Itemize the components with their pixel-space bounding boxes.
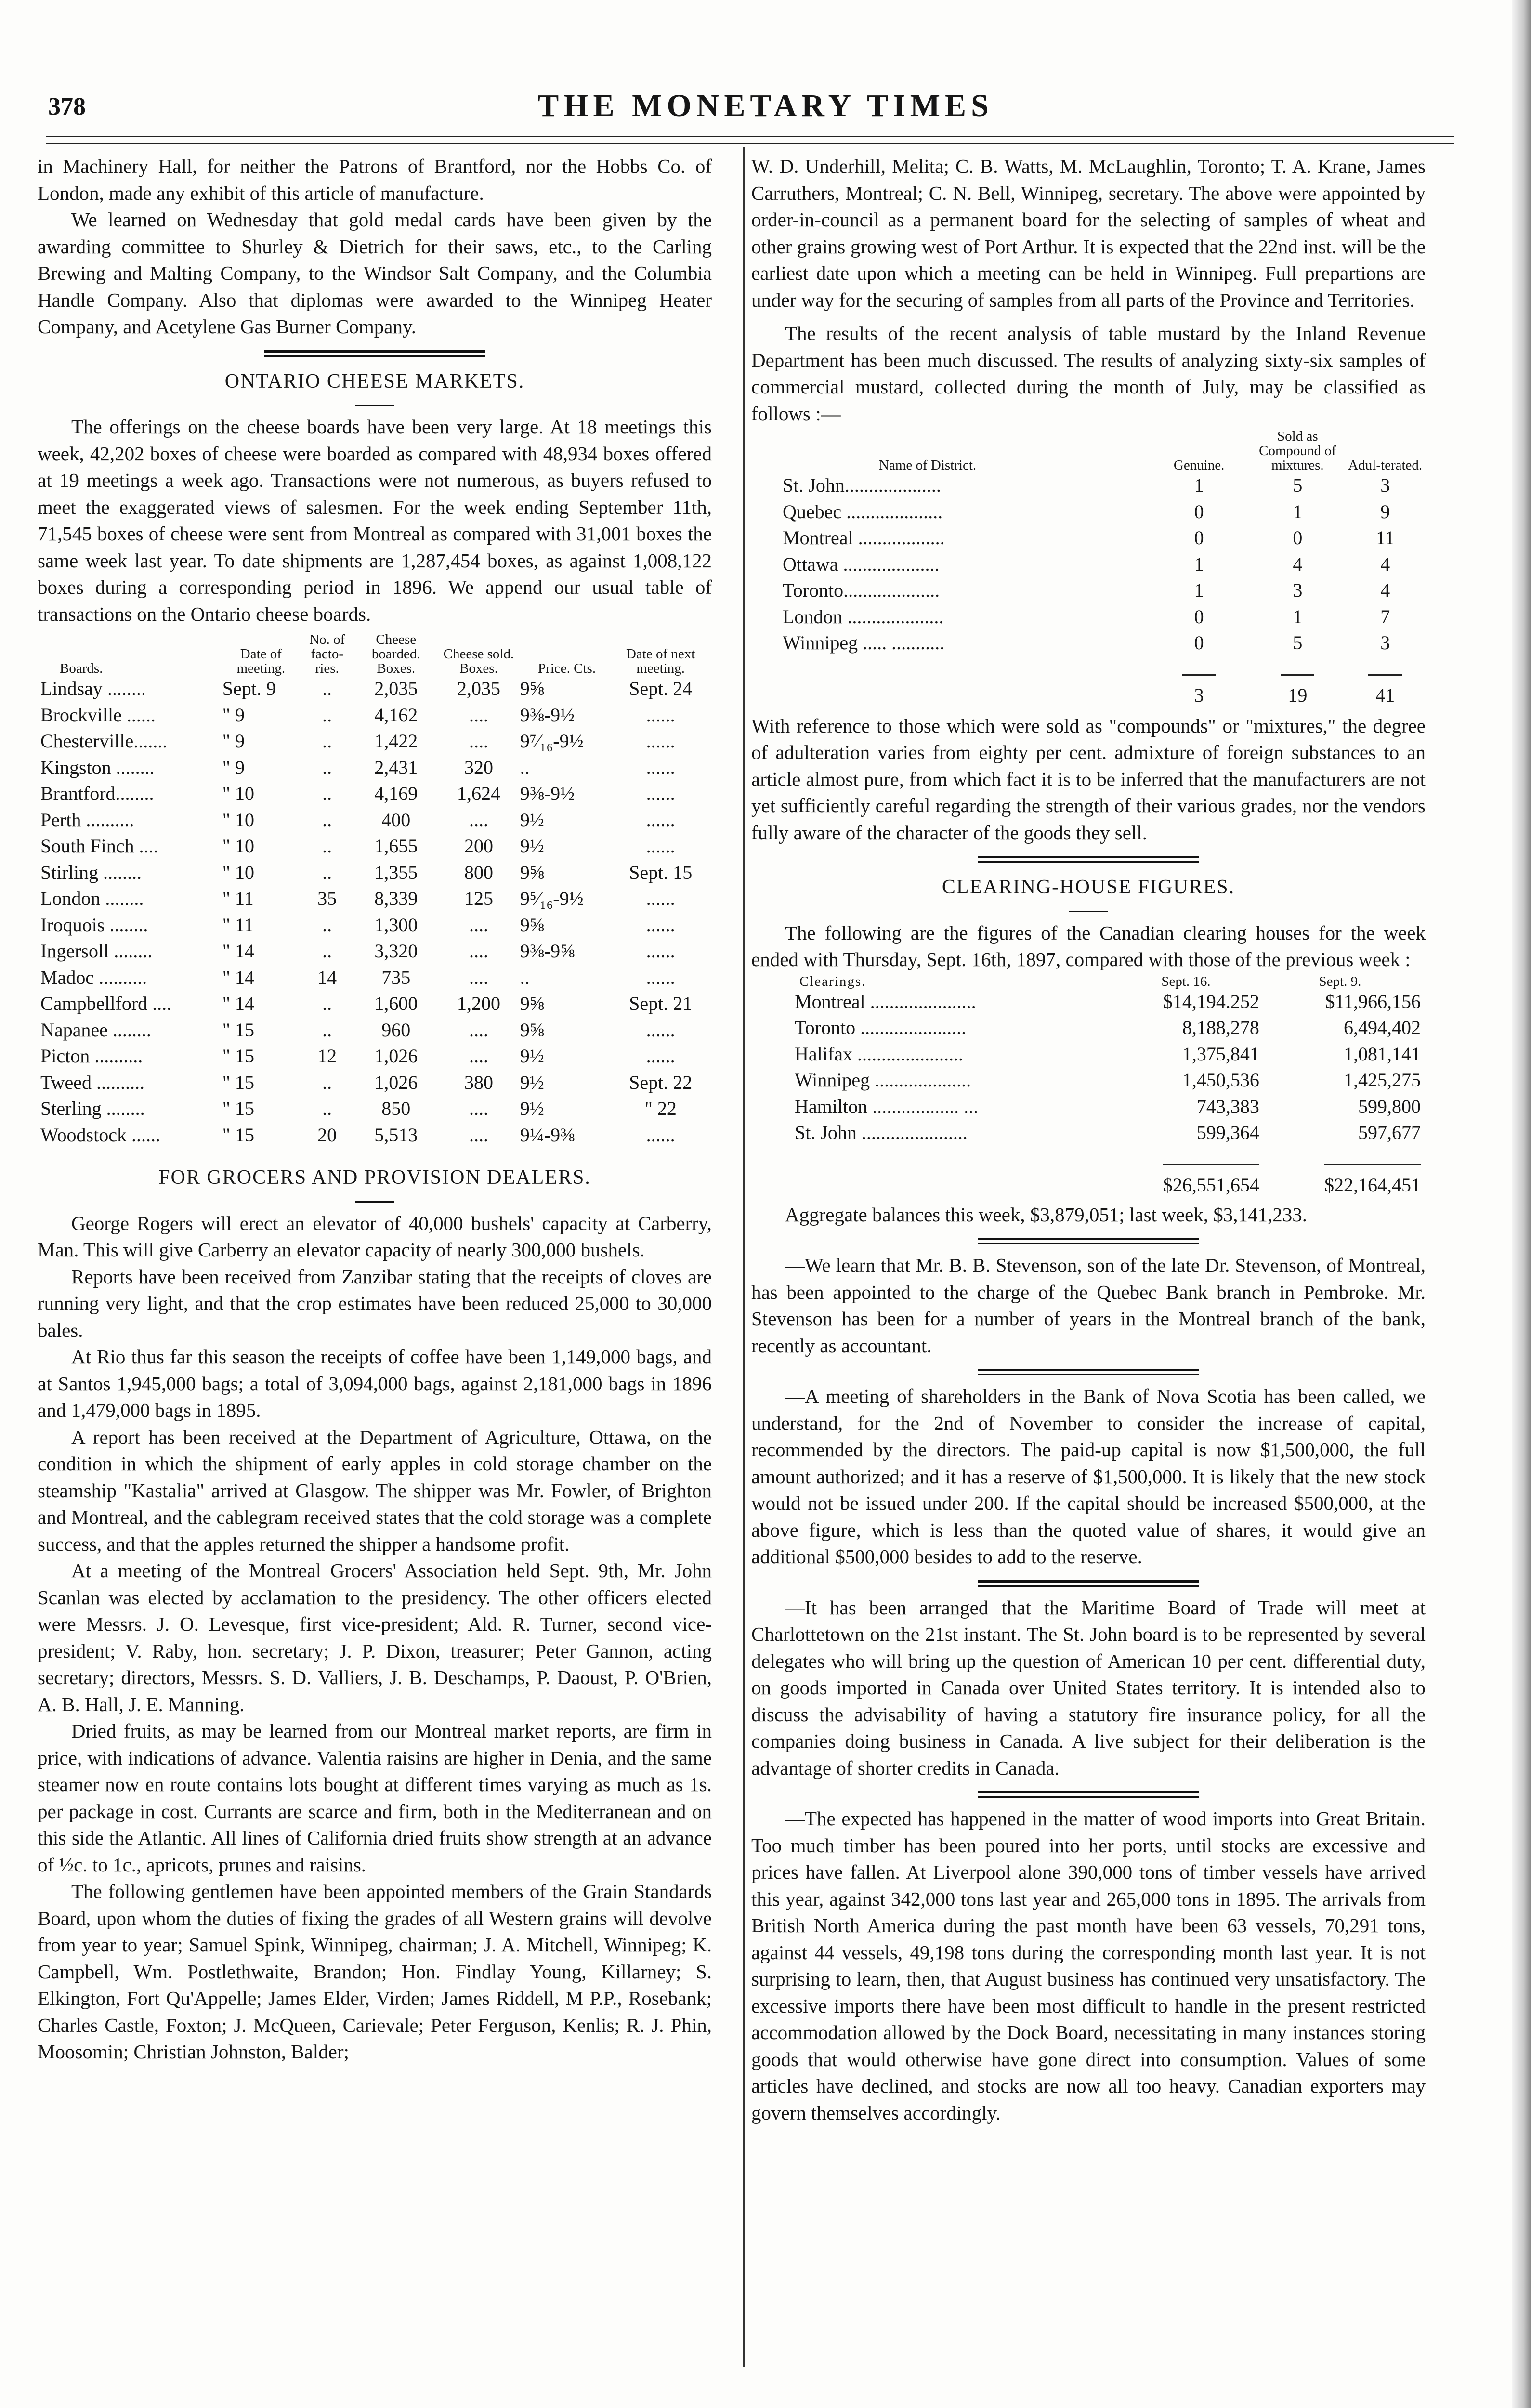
header-rule-top — [46, 136, 1454, 137]
mustard-paragraph: The results of the recent analysis of table mustard by the Inland Revenue Department has been much discussed. The results of analyzing sixty-six samples of commercial mustard, collected during the month of July, may be classified as follows :— — [751, 322, 1426, 425]
table-cell: 9½ — [520, 1098, 544, 1119]
table-cell: Brantford........ — [40, 783, 154, 804]
col-header: Sept. 16. — [1161, 973, 1211, 989]
table-cell: $14,194.252 — [1163, 990, 1259, 1012]
table-cell: 4 — [1380, 579, 1390, 601]
table-cell: Sept. 9 — [222, 678, 276, 699]
table-cell: Brockville ...... — [40, 704, 156, 726]
table-cell: 12 — [317, 1045, 337, 1067]
heading-underbar — [1069, 911, 1108, 912]
table-cell: 1,425,275 — [1344, 1069, 1421, 1091]
table-cell: 35 — [317, 888, 337, 909]
cheese-paragraph: The offerings on the cheese boards have been very large. At 18 meetings this week, 42,202 boxes of cheese were boarded as compared with 48,934 boxes offered at 19 meetings a week ago. Transactions were not numerous, as buyers refused to meet the exaggerated views of salesmen. For the week ending September 11th, 71,545 boxes of cheese were sent from Montreal as compared with 31,001 boxes the same week last year. To date shipments are 1,287,454 boxes, as against 1,008,122 boxes during a corresponding period in 1896. We append our usual table of transactions on the Ontario cheese boards. — [38, 416, 712, 625]
nova-scotia-paragraph: —A meeting of shareholders in the Bank of Nova Scotia has been called, we understand, for the 2nd of November to consider the increase of capital, recommended by the directors. The paid-up capital is now $1,500,000, the full amount authorized; and it has a reserve of $1,500,000. It is likely that the new stock would not be issued under 200. If the capital should be increased $500,000, at the above figure, which is less than the quoted value of shares, it would give an additional $500,000 besides to add to the reserve. — [751, 1385, 1426, 1568]
table-cell: 1 — [1194, 579, 1204, 601]
table-cell: .. — [322, 940, 332, 962]
table-cell: ...... — [646, 809, 675, 831]
table-row — [795, 989, 1421, 1015]
cheese-heading: ONTARIO CHEESE MARKETS. — [224, 370, 525, 393]
table-cell: " 10 — [222, 809, 255, 831]
total-row — [783, 682, 1423, 709]
table-cell: .. — [322, 993, 332, 1014]
col-header: Price. Cts. — [538, 661, 596, 676]
mustard-table — [783, 429, 1423, 709]
table-cell: Montreal ...................... — [795, 990, 976, 1012]
table-cell: Sept. 21 — [629, 993, 693, 1014]
col-header: Date of meeting. — [236, 646, 286, 676]
table-header-row — [795, 974, 1421, 989]
table-cell: 1,375,841 — [1182, 1043, 1259, 1065]
col-header: Sept. 9. — [1319, 973, 1361, 989]
clearing-heading: CLEARING-HOUSE FIGURES. — [942, 876, 1235, 898]
table-cell: .. — [322, 704, 332, 726]
table-cell: .. — [322, 1019, 332, 1041]
grocers-paragraph-7: The following gentlemen have been appointed members of the Grain Standards Board, upon whom the duties of fixing the grades of all Western grains will devolve from year to year; Samuel Spink, Winnipeg, chairman; J. A. Mitchell, Winnipeg; K. Campbell, Wm. Postlethwaite, Brandon; Hon. Findlay Young, Killarney; S. Elkington, Fort Qu'Appelle; James Elder, Virden; James Riddell, M P.P., Rosebank; Charles Castle, Foxton; J. McQueen, Carievale; Peter Ferguson, Kenlis; R. J. Phin, Moosomin; Christian Johnston, Balder; — [38, 1880, 712, 2063]
table-row — [40, 965, 707, 991]
table-cell: Kingston ........ — [40, 756, 155, 778]
aggregate-balances: Aggregate balances this week, $3,879,051; last week, $3,141,233. — [785, 1203, 1307, 1226]
grocers-paragraph-3: At Rio thus far this season the receipts of coffee have been 1,149,000 bags, and at Santos 1,945,000 bags; a total of 3,094,000 bags, against 2,181,000 bags in 1896 and 1,479,000 bags in 1895. — [38, 1346, 712, 1421]
table-cell: .... — [469, 809, 488, 831]
table-cell: 960 — [381, 1019, 411, 1041]
table-cell: 9⅝ — [520, 914, 544, 936]
table-cell: 1,026 — [374, 1071, 418, 1093]
table-header-row — [783, 429, 1423, 472]
section-divider — [978, 1791, 1199, 1798]
table-cell: 3,320 — [374, 940, 418, 962]
table-cell: 3 — [1380, 474, 1390, 496]
table-cell: .... — [469, 1124, 488, 1146]
table-cell: 0 — [1194, 527, 1204, 549]
table-row — [40, 755, 707, 781]
table-cell: 1,355 — [374, 861, 418, 883]
table-cell: Hamilton .................. ... — [795, 1095, 979, 1117]
table-cell: 1 — [1293, 605, 1303, 628]
table-cell: Sept. 22 — [629, 1071, 693, 1093]
table-cell: ...... — [646, 888, 675, 909]
stevenson-paragraph: —We learn that Mr. B. B. Stevenson, son of the late Dr. Stevenson, of Montreal, has been appointed to the charge of the Quebec Bank branch in Pembroke. Mr. Stevenson has been for a number of years in the Montreal branch of the bank, recently as accountant. — [751, 1254, 1426, 1357]
table-row — [40, 833, 707, 860]
sum-rule — [1163, 1164, 1259, 1165]
table-cell: .. — [322, 861, 332, 883]
total-row — [795, 1172, 1421, 1199]
sum-rule — [1281, 674, 1314, 676]
total-rule-row — [795, 1146, 1421, 1173]
maritime-paragraph: —It has been arranged that the Maritime Board of Trade will meet at Charlottetown on the 21st instant. The St. John board is to be represented by several delegates who will bring up the question of American 10 per cent. differential duty, on goods imported in Canada over United States territory. It is intended also to discuss the advisability of having a statutory fire insurance policy, for all the companies doing business in Canada. A live subject for their deliberation is the advantage of shorter credits in Canada. — [751, 1596, 1426, 1779]
table-cell: " 14 — [222, 940, 255, 962]
col-header: Genuine. — [1173, 458, 1225, 473]
table-cell: 200 — [464, 835, 493, 857]
total-cell: 19 — [1288, 684, 1308, 706]
total-cell: $22,164,451 — [1324, 1174, 1421, 1196]
table-cell: " 11 — [222, 888, 254, 909]
col-header: Boards. — [60, 661, 103, 676]
grocers-paragraph-1: George Rogers will erect an elevator of 40,000 bushels' capacity at Carberry, Man. This will give Carberry an elevator capacity of nearly 300,000 bushels. — [38, 1212, 712, 1261]
table-cell: 4 — [1293, 553, 1303, 575]
table-cell: 9¼-9⅜ — [520, 1124, 575, 1146]
table-row — [783, 499, 1423, 525]
table-cell: ...... — [646, 1124, 675, 1146]
table-row — [40, 676, 707, 702]
table-cell: ...... — [646, 914, 675, 936]
sum-rule — [1368, 674, 1402, 676]
total-cell: 41 — [1375, 684, 1395, 706]
table-cell: 380 — [464, 1071, 493, 1093]
table-cell: 597,677 — [1358, 1122, 1421, 1143]
table-row — [783, 525, 1423, 551]
table-cell: 1,600 — [374, 993, 418, 1014]
table-cell: .. — [322, 809, 332, 831]
table-cell: 20 — [317, 1124, 337, 1146]
grocers-paragraph-5: At a meeting of the Montreal Grocers' Association held Sept. 9th, Mr. John Scanlan was elected by acclamation to the presidency. The other officers elected were Messrs. J. O. Levesque, first vice-president; Ald. R. Turner, second vice-president; V. Raby, hon. secretary; J. P. Dixon, treasurer; Peter Gannon, acting secretary; directors, Messrs. S. D. Valliers, J. B. Deschamps, P. Daoust, P. O'Brien, A. B. Hall, J. E. Manning. — [38, 1559, 712, 1715]
table-cell: 8,188,278 — [1182, 1017, 1259, 1038]
heading-underbar — [355, 405, 394, 406]
table-cell: 125 — [464, 888, 493, 909]
table-row — [783, 630, 1423, 656]
table-row — [783, 551, 1423, 578]
table-cell: 599,364 — [1196, 1122, 1259, 1143]
table-cell: ...... — [646, 704, 675, 726]
table-row — [40, 807, 707, 834]
table-cell: 850 — [381, 1098, 411, 1119]
table-cell: 1,200 — [457, 993, 500, 1014]
table-cell: .... — [469, 1098, 488, 1119]
table-cell: .... — [469, 914, 488, 936]
table-cell: .... — [469, 966, 488, 988]
table-cell: 2,431 — [374, 756, 418, 778]
table-cell: .... — [469, 1019, 488, 1041]
clearing-paragraph: The following are the figures of the Canadian clearing houses for the week ended with Thursday, Sept. 16th, 1897, compared with those of the previous week : — [751, 921, 1426, 970]
table-cell: .. — [322, 756, 332, 778]
table-cell: 8,339 — [374, 888, 418, 909]
table-cell: Perth .......... — [40, 809, 134, 831]
table-cell: .. — [322, 835, 332, 857]
clearing-table — [795, 974, 1421, 1199]
left-column — [38, 153, 712, 2066]
table-row — [40, 1017, 707, 1044]
table-cell: " 9 — [222, 730, 245, 752]
section-divider — [978, 1580, 1199, 1587]
table-cell: 1,081,141 — [1344, 1043, 1421, 1065]
table-cell: 1,624 — [457, 783, 500, 804]
timber-paragraph: —The expected has happened in the matter of wood imports into Great Britain. Too much timber has been poured into her ports, until stocks are excessive and prices have fallen. At Liverpool alone 390,000 tons of timber vessels have arrived this year, against 342,000 tons last year and 265,000 tons in 1895. The arrivals from British North America during the past month have been 63 vessels, 70,291 tons, against 44 vessels, 49,198 tons during the corresponding month last year. It is not surprising to learn, then, that August business has continued very unsatisfactory. The excessive imports there have been most difficult to handle in the present restricted accommodation allowed by the Dock Board, necessitating in many instances storing goods that would otherwise have gone direct into consumption. Values of some articles have declined, and stocks are now all too heavy. Canadian exporters may govern themselves accordingly. — [751, 1807, 1426, 2124]
table-cell: " 14 — [222, 966, 255, 988]
section-divider — [264, 350, 485, 357]
table-cell: 735 — [381, 966, 411, 988]
table-cell: 1,026 — [374, 1045, 418, 1067]
table-cell: 0 — [1194, 500, 1204, 523]
table-cell: 1,422 — [374, 730, 418, 752]
col-header: Cheese boarded. Boxes. — [371, 632, 420, 676]
table-cell: London ........ — [40, 888, 144, 909]
table-cell: 4,169 — [374, 783, 418, 804]
table-cell: ...... — [646, 835, 675, 857]
table-cell: 3 — [1293, 579, 1303, 601]
section-divider — [978, 1238, 1199, 1244]
right-column — [751, 153, 1426, 2126]
table-cell: 800 — [464, 861, 493, 883]
table-cell: St. John.................... — [783, 474, 941, 496]
table-cell: 1 — [1194, 553, 1204, 575]
table-row — [40, 991, 707, 1017]
table-cell: 9⅝ — [520, 861, 544, 883]
table-cell: Picton .......... — [40, 1045, 143, 1067]
table-cell: 9½ — [520, 1045, 544, 1067]
table-cell: ...... — [646, 1019, 675, 1041]
table-row — [40, 938, 707, 965]
table-cell: Campbellford .... — [40, 993, 172, 1014]
table-header-row — [40, 632, 707, 676]
column-divider — [743, 147, 745, 2367]
section-divider — [978, 1369, 1199, 1375]
section-divider — [978, 856, 1199, 863]
masthead-title: THE MONETARY TIMES — [537, 88, 994, 123]
table-cell: 0 — [1194, 605, 1204, 628]
table-cell: ...... — [646, 783, 675, 804]
table-cell: .. — [520, 756, 530, 778]
table-row — [795, 1041, 1421, 1068]
table-cell: Sterling ........ — [40, 1098, 145, 1119]
table-cell: " 15 — [222, 1045, 255, 1067]
table-cell: 9⅝ — [520, 678, 544, 699]
table-cell: " 10 — [222, 783, 255, 804]
table-cell: .. — [322, 1071, 332, 1093]
table-cell: Lindsay ........ — [40, 678, 146, 699]
table-cell: .. — [322, 914, 332, 936]
table-cell: Chesterville....... — [40, 730, 168, 752]
table-cell: London .................... — [783, 605, 944, 628]
table-cell: St. John ...................... — [795, 1122, 968, 1143]
mustard-paragraph-2: With reference to those which were sold as "compounds" or "mixtures," the degree of adulteration varies from eighty per cent. admixture of foreign substances to an article almost pure, from which fact it is to be inferred that the manufacturers are not yet sufficiently careful regarding the strength of their various grades, nor the vendors fully aware of the character of the goods they sell. — [751, 714, 1426, 844]
table-row — [795, 1120, 1421, 1146]
table-cell: .. — [520, 966, 530, 988]
table-cell: 1 — [1194, 474, 1204, 496]
table-cell: " 10 — [222, 861, 255, 883]
table-cell: 1,655 — [374, 835, 418, 857]
col-header: Name of District. — [879, 458, 977, 473]
page-edge-shadow — [1512, 0, 1531, 2408]
table-cell: .... — [469, 730, 488, 752]
table-cell: Winnipeg .................... — [795, 1069, 971, 1091]
table-row — [40, 728, 707, 755]
table-row — [40, 1070, 707, 1096]
table-cell: 599,800 — [1358, 1095, 1421, 1117]
table-cell: Sept. 24 — [629, 678, 693, 699]
table-cell: 9⁵⁄₁₆-9½ — [520, 888, 584, 909]
col-header: Clearings. — [799, 973, 866, 989]
table-row — [40, 860, 707, 886]
total-cell: 3 — [1194, 684, 1204, 706]
table-cell: " 11 — [222, 914, 254, 936]
table-cell: 3 — [1380, 632, 1390, 654]
table-cell: 1,450,536 — [1182, 1069, 1259, 1091]
total-rule-row — [783, 656, 1423, 683]
header-rule-bottom — [46, 143, 1454, 144]
table-row — [40, 886, 707, 912]
table-cell: 400 — [381, 809, 411, 831]
table-cell: 9½ — [520, 1071, 544, 1093]
table-row — [795, 1067, 1421, 1094]
grocers-paragraph-6: Dried fruits, as may be learned from our Montreal market reports, are firm in price, with indications of advance. Valentia raisins are higher in Denia, and the same steamer now en route contains lots bought at different times varying as much as 1s. per package in cost. Currants are scarce and firm, both in the Mediterranean and on this side the Atlantic. All lines of California dried fruits show strength at an advance of ½c. to 1c., apricots, prunes and raisins. — [38, 1720, 712, 1876]
sum-rule — [1182, 674, 1216, 676]
sum-rule — [1324, 1164, 1421, 1165]
table-cell: 2,035 — [374, 678, 418, 699]
table-cell: 9½ — [520, 835, 544, 857]
grain-board-continued: W. D. Underhill, Melita; C. B. Watts, M. McLaughlin, Toronto; T. A. Krane, James Carruthers, Montreal; C. N. Bell, Winnipeg, secretary. The above were appointed by order-in-council as a permanent board for the selecting of samples of wheat and other grains growing west of Port Arthur. It is expected that the 22nd inst. will be the earliest date upon which a meeting can be held in Winnipeg. Full prepartions are under way for the securing of samples from all parts of the Province and Territories. — [751, 155, 1426, 311]
table-row — [40, 1043, 707, 1070]
table-cell: .... — [469, 940, 488, 962]
table-cell: " 15 — [222, 1124, 255, 1146]
table-row — [40, 781, 707, 807]
table-cell: 1,300 — [374, 914, 418, 936]
table-cell: Tweed .......... — [40, 1071, 145, 1093]
table-row — [783, 577, 1423, 604]
table-cell: Montreal .................. — [783, 527, 945, 549]
table-cell: .. — [322, 730, 332, 752]
heading-underbar — [355, 1201, 394, 1203]
table-cell: ...... — [646, 966, 675, 988]
page-number: 378 — [48, 93, 86, 120]
table-cell: Woodstock ...... — [40, 1124, 160, 1146]
table-cell: .... — [469, 704, 488, 726]
table-cell: 5 — [1293, 474, 1303, 496]
table-cell: Quebec .................... — [783, 500, 943, 523]
table-cell: 11 — [1376, 527, 1395, 549]
table-cell: " 15 — [222, 1019, 255, 1041]
table-cell: " 22 — [644, 1098, 677, 1119]
table-cell: 1 — [1293, 500, 1303, 523]
table-cell: 0 — [1194, 632, 1204, 654]
table-cell: $11,966,156 — [1325, 990, 1421, 1012]
table-cell: 9⅜-9½ — [520, 783, 575, 804]
grocers-paragraph-2: Reports have been received from Zanzibar stating that the receipts of cloves are running very light, and that the crop estimates have been reduced 25,000 to 30,000 bales. — [38, 1265, 712, 1341]
table-cell: .. — [322, 783, 332, 804]
col-header: Adul-terated. — [1348, 458, 1423, 473]
col-header: Cheese sold. Boxes. — [443, 646, 514, 676]
table-cell: Ottawa .................... — [783, 553, 940, 575]
table-row — [40, 1096, 707, 1122]
intro-paragraph: in Machinery Hall, for neither the Patrons of Brantford, nor the Hobbs Co. of London, made any exhibit of this article of manufacture. — [38, 155, 712, 204]
table-cell: " 15 — [222, 1071, 255, 1093]
table-cell: " 9 — [222, 704, 245, 726]
table-cell: " 15 — [222, 1098, 255, 1119]
table-cell: South Finch .... — [40, 835, 158, 857]
table-cell: 9⅜-9½ — [520, 704, 575, 726]
table-cell: " 9 — [222, 756, 245, 778]
grocers-heading: FOR GROCERS AND PROVISION DEALERS. — [158, 1166, 591, 1189]
table-cell: 9⅝ — [520, 993, 544, 1014]
table-row — [783, 472, 1423, 499]
table-row — [795, 1015, 1421, 1041]
table-cell: .. — [322, 678, 332, 699]
table-cell: Ingersoll ........ — [40, 940, 153, 962]
table-cell: .... — [469, 1045, 488, 1067]
table-cell: 9⁷⁄₁₆-9½ — [520, 730, 584, 752]
table-row — [783, 604, 1423, 630]
table-cell: 9½ — [520, 809, 544, 831]
table-cell: " 14 — [222, 993, 255, 1014]
table-row — [795, 1094, 1421, 1120]
table-cell: 6,494,402 — [1344, 1017, 1421, 1038]
table-cell: 9⅜-9⅝ — [520, 940, 575, 962]
table-cell: 14 — [317, 966, 337, 988]
cheese-table — [40, 632, 707, 1148]
table-cell: 5 — [1293, 632, 1303, 654]
table-cell: ...... — [646, 1045, 675, 1067]
table-cell: Winnipeg ..... ........... — [783, 632, 945, 654]
table-cell: 7 — [1380, 605, 1390, 628]
table-cell: .. — [322, 1098, 332, 1119]
medals-paragraph: We learned on Wednesday that gold medal cards have been given by the awarding committee to Shurley & Dietrich for their saws, etc., to the Carling Brewing and Malting Company, to the Windsor Salt Company, and the Columbia Handle Company. Also that diplomas were awarded to the Winnipeg Heater Company, and Acetylene Gas Burner Company. — [38, 209, 712, 338]
table-cell: ...... — [646, 730, 675, 752]
grocers-paragraph-4: A report has been received at the Department of Agriculture, Ottawa, on the condition in which the shipment of early apples in cold storage chamber on the steamship "Kastalia" arrived at Glasgow. The shipper was Mr. Fowler, of Brighton and Montreal, and the cablegram received states that the cold storage was a complete success, and that the apples returned the shipper a handsome profit. — [38, 1426, 712, 1555]
table-cell: Toronto ...................... — [795, 1017, 967, 1038]
col-header: Sold as Compound of mixtures. — [1259, 429, 1336, 473]
table-row — [40, 912, 707, 939]
table-cell: Stirling ........ — [40, 861, 142, 883]
table-cell: Sept. 15 — [629, 861, 693, 883]
table-cell: 9 — [1380, 500, 1390, 523]
table-cell: Iroquois ........ — [40, 914, 148, 936]
table-cell: 5,513 — [374, 1124, 418, 1146]
table-cell: 9⅝ — [520, 1019, 544, 1041]
total-cell: $26,551,654 — [1163, 1174, 1259, 1196]
table-cell: ...... — [646, 940, 675, 962]
table-cell: ...... — [646, 756, 675, 778]
col-header: Date of next meeting. — [626, 646, 695, 676]
table-cell: Napanee ........ — [40, 1019, 151, 1041]
table-row — [40, 1122, 707, 1149]
table-cell: Toronto.................... — [783, 579, 940, 601]
table-cell: Halifax ...................... — [795, 1043, 963, 1065]
col-header: No. of facto-ries. — [309, 632, 345, 676]
table-cell: 4,162 — [374, 704, 418, 726]
table-row — [40, 702, 707, 729]
table-cell: 320 — [464, 756, 493, 778]
table-cell: 2,035 — [457, 678, 500, 699]
table-cell: Madoc .......... — [40, 966, 147, 988]
table-cell: 743,383 — [1196, 1095, 1259, 1117]
table-cell: 0 — [1293, 527, 1303, 549]
table-cell: 4 — [1380, 553, 1390, 575]
table-cell: " 10 — [222, 835, 255, 857]
